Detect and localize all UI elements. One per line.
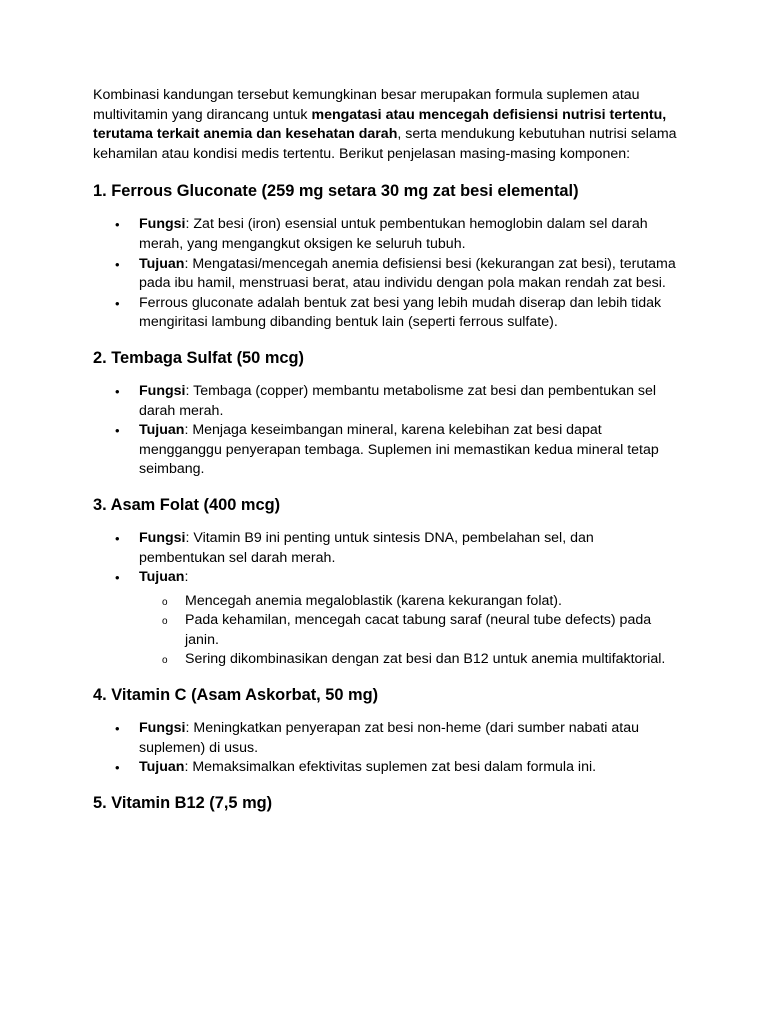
list-item: [93, 215, 683, 254]
list-item: [93, 758, 683, 778]
bullet-icon: •: [115, 383, 120, 399]
list-item: [93, 568, 683, 670]
tujuan-label: Tujuan: [139, 422, 185, 439]
fungsi-label: Fungsi: [139, 216, 186, 233]
sub-item-text: Sering dikombinasikan dengan zat besi dan B12 untuk anemia multifaktorial.: [185, 651, 666, 668]
intro-text-bold: mengatasi atau mencegah defisiensi nutrisi tertentu, terutama terkait anemia dan kesehatan darah: [93, 106, 667, 143]
intro-paragraph: [93, 86, 683, 164]
list-item: [93, 421, 683, 480]
tujuan-label: Tujuan: [139, 759, 185, 776]
tujuan-text: : Menjaga keseimbangan mineral, karena kelebihan zat besi dapat mengganggu penyerapan tembaga. Suplemen ini memastikan kedua mineral tetap seimbang.: [139, 422, 659, 478]
fungsi-text: : Meningkatkan penyerapan zat besi non-heme (dari sumber nabati atau suplemen) di usus.: [139, 720, 639, 756]
bullet-icon: •: [115, 295, 120, 311]
section-3-heading: 3. Asam Folat (400 mcg): [93, 495, 281, 514]
bullet-icon: •: [115, 721, 120, 737]
list-item: [93, 529, 683, 568]
section-2-list: [93, 382, 683, 480]
sub-item-text: Mencegah anemia megaloblastik (karena kekurangan folat).: [185, 592, 562, 609]
intro-text-2: , serta mendukung kebutuhan nutrisi selama kehamilan atau kondisi medis tertentu. Berikut penjelasan masing-masing komponen:: [93, 126, 677, 162]
fungsi-label: Fungsi: [139, 720, 186, 737]
document-page: [93, 86, 683, 827]
bullet-icon: •: [115, 256, 120, 272]
section-1-heading: 1. Ferrous Gluconate (259 mg setara 30 mg zat besi elemental): [93, 182, 579, 201]
sub-list-item: [139, 611, 683, 650]
section-5-heading: 5. Vitamin B12 (7,5 mg): [93, 793, 273, 812]
sub-list-item: [139, 592, 683, 612]
list-item: [93, 719, 683, 758]
bullet-icon: •: [115, 530, 120, 546]
extra-text: Ferrous gluconate adalah bentuk zat besi yang lebih mudah diserap dan lebih tidak mengiritasi lambung dibanding bentuk lain (seperti ferrous sulfate).: [139, 294, 662, 331]
tujuan-text: :: [184, 569, 189, 586]
section-3-list: [93, 529, 683, 670]
fungsi-text: : Vitamin B9 ini penting untuk sintesis DNA, pembelahan sel, dan pembentukan sel darah merah.: [139, 529, 594, 566]
section-4-list: [93, 719, 683, 778]
section-2-heading: 2. Tembaga Sulfat (50 mcg): [93, 348, 305, 367]
fungsi-label: Fungsi: [139, 382, 186, 399]
intro-text-1: Kombinasi kandungan tersebut kemungkinan besar merupakan formula suplemen atau multivitamin yang dirancang untuk: [93, 87, 640, 123]
tujuan-text: : Memaksimalkan efektivitas suplemen zat besi dalam formula ini.: [184, 759, 597, 776]
tujuan-text: : Mengatasi/mencegah anemia defisiensi besi (kekurangan zat besi), terutama pada ibu hamil, menstruasi berat, atau individu dengan pola makan rendah zat besi.: [139, 255, 676, 292]
tujuan-label: Tujuan: [139, 569, 185, 586]
tujuan-sublist: [139, 592, 683, 670]
bullet-icon: •: [115, 570, 120, 586]
list-item: [93, 382, 683, 421]
bullet-icon: •: [115, 760, 120, 776]
fungsi-text: : Zat besi (iron) esensial untuk pembentukan hemoglobin dalam sel darah merah, yang mengangkut oksigen ke seluruh tubuh.: [139, 216, 648, 252]
section-1-list: [93, 215, 683, 333]
bullet-icon: •: [115, 217, 120, 233]
bullet-icon: •: [115, 423, 120, 439]
list-item: [93, 294, 683, 333]
tujuan-label: Tujuan: [139, 255, 185, 272]
sub-list-item: [139, 650, 683, 670]
circle-bullet-icon: o: [162, 596, 168, 608]
fungsi-label: Fungsi: [139, 529, 186, 546]
sub-item-text: Pada kehamilan, mencegah cacat tabung saraf (neural tube defects) pada janin.: [185, 612, 652, 648]
fungsi-text: : Tembaga (copper) membantu metabolisme zat besi dan pembentukan sel darah merah.: [139, 382, 657, 419]
circle-bullet-icon: o: [162, 655, 168, 667]
section-4-heading: 4. Vitamin C (Asam Askorbat, 50 mg): [93, 686, 379, 705]
circle-bullet-icon: o: [162, 616, 168, 628]
list-item: [93, 255, 683, 294]
